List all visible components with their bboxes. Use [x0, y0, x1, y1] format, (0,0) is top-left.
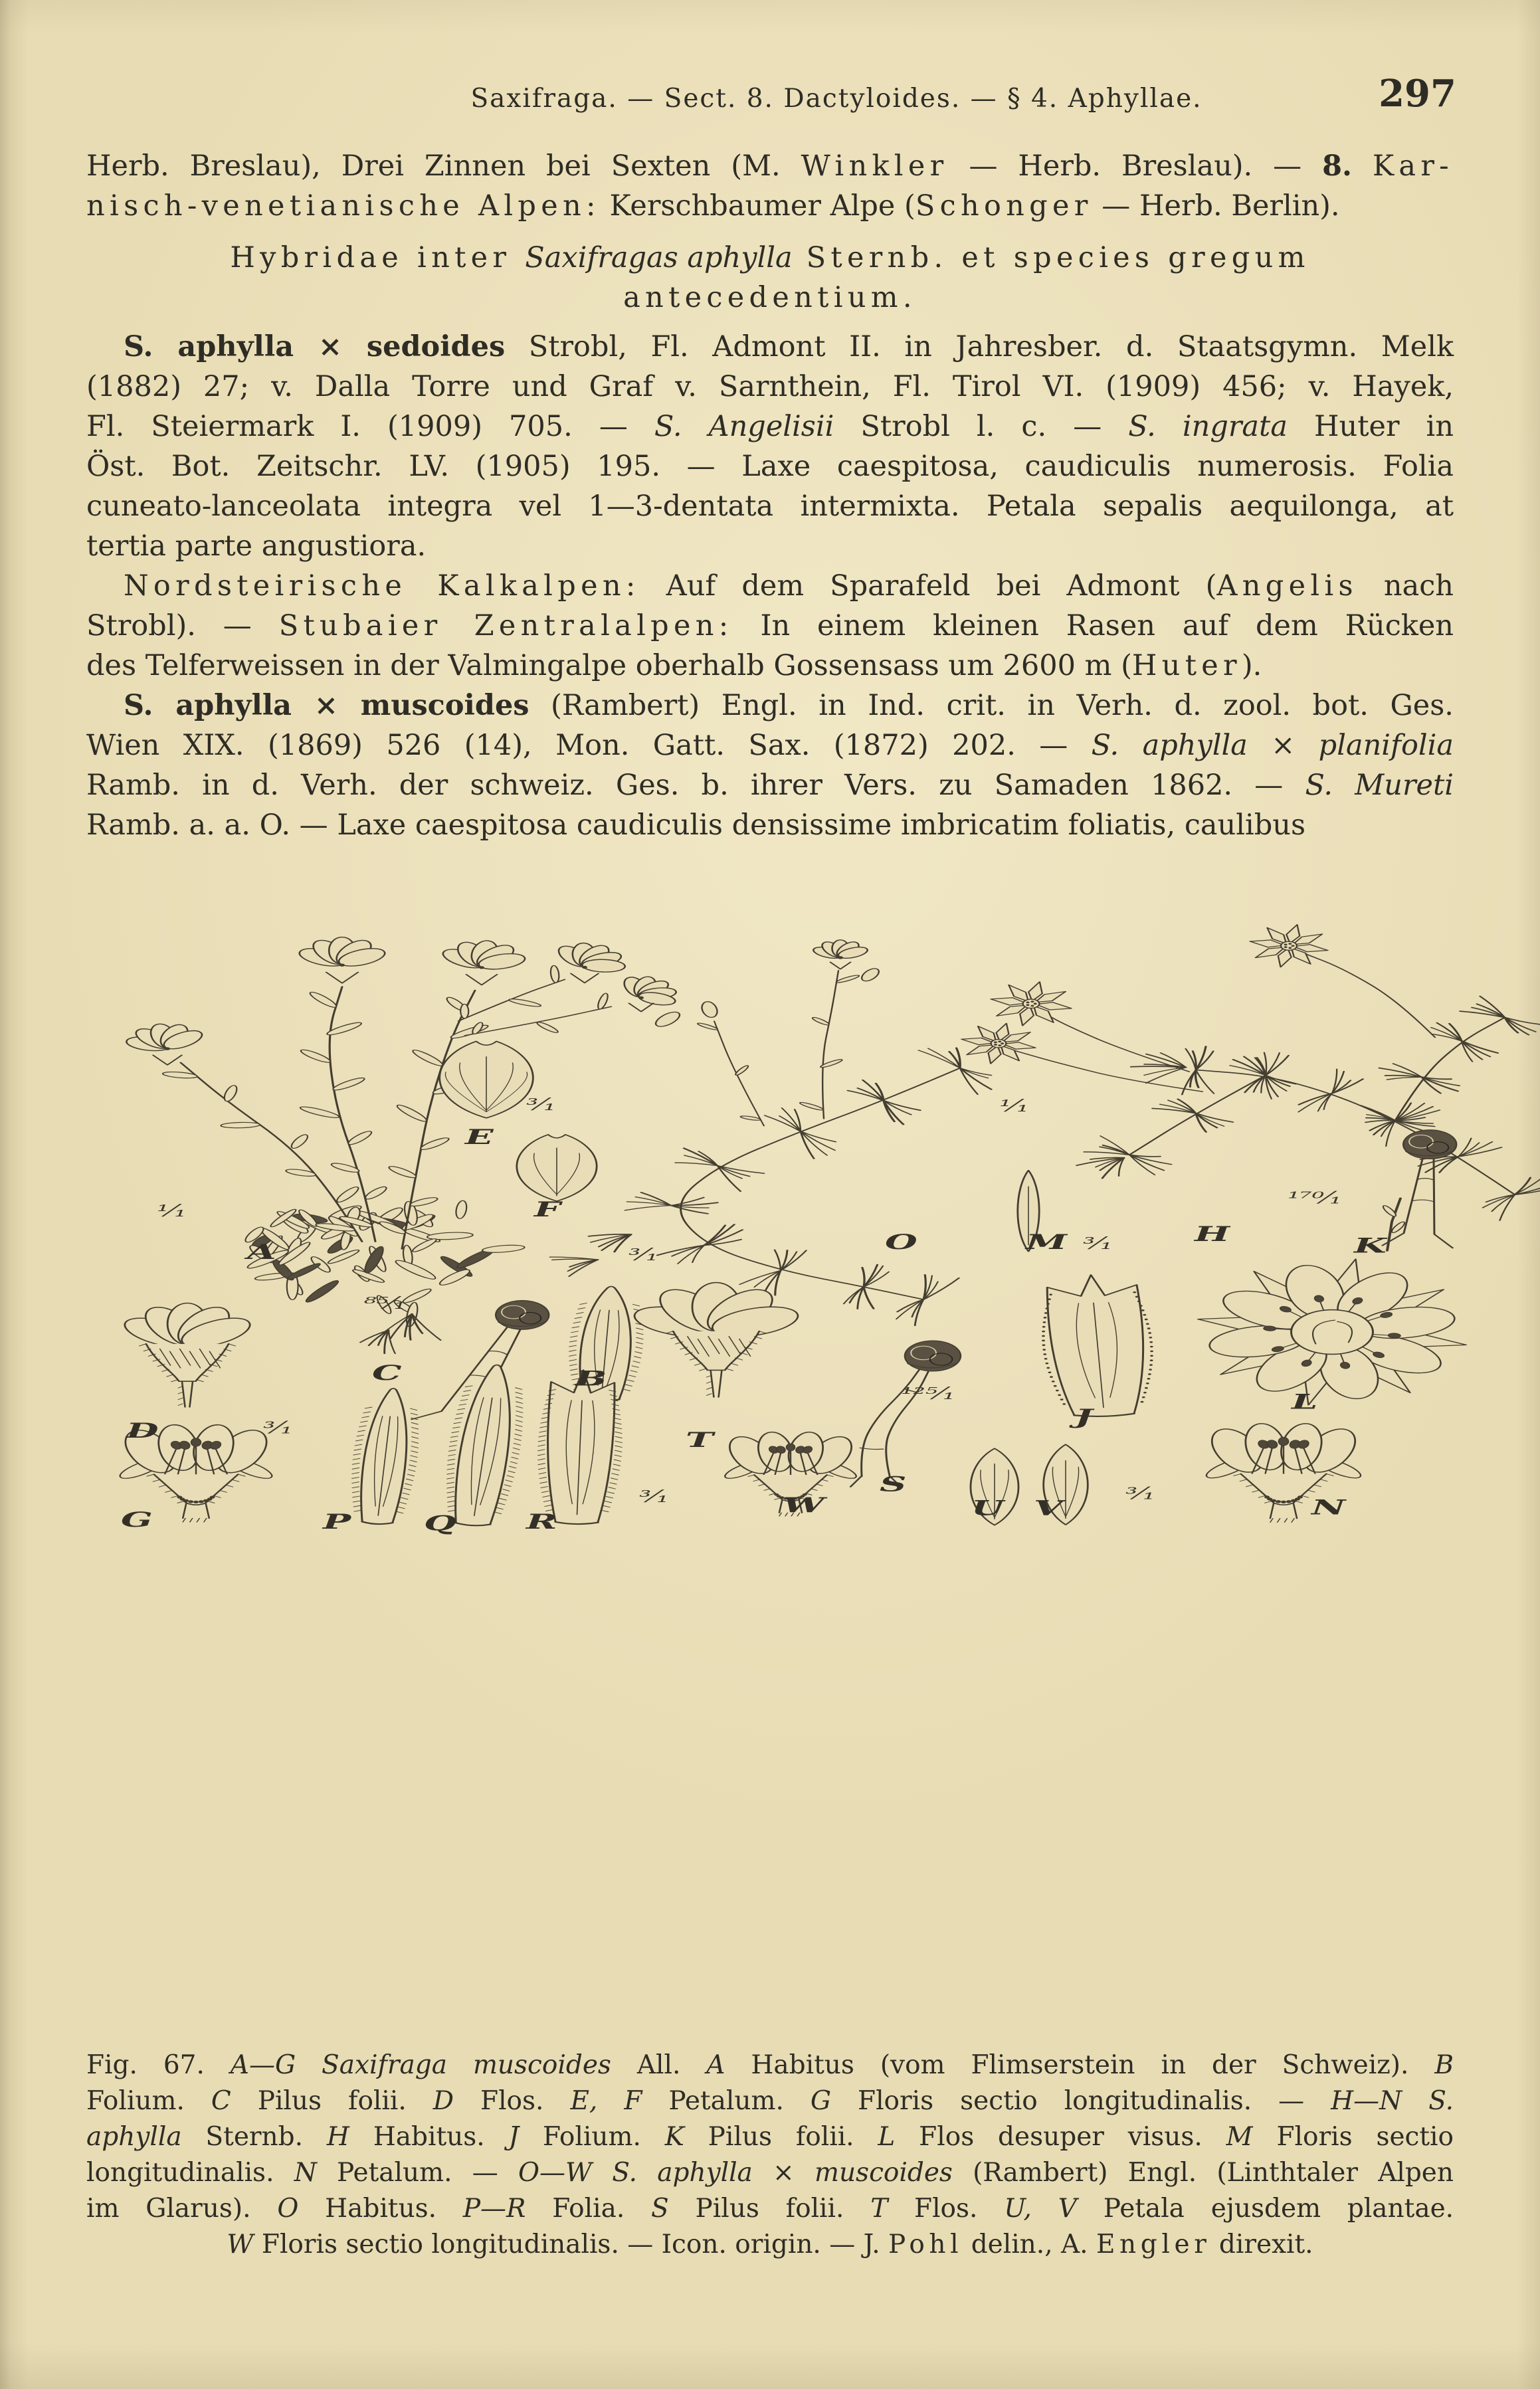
text-line	[86, 2191, 1454, 2227]
text-line	[86, 646, 1454, 686]
text-run: Ramb. a. a. O. — Laxe caespitosa caudiculis densissime imbricatim foliatis, caulibus	[86, 809, 1306, 842]
text-run: W	[227, 2230, 254, 2259]
text-run: A—G Saxifraga muscoides	[230, 2050, 611, 2080]
text-run: Huter	[1131, 649, 1242, 682]
figure-label: C	[372, 1361, 402, 1385]
figure-label: ³⁄₁	[1125, 1483, 1155, 1503]
paragraph	[86, 686, 1454, 845]
text-run: O—W S. aphylla × muscoides	[518, 2158, 953, 2188]
figure-label: L	[1292, 1390, 1318, 1414]
figure-label: T	[686, 1428, 714, 1452]
text-run: Sternb.	[181, 2122, 327, 2152]
figure-label: H	[1195, 1222, 1230, 1246]
text-line	[86, 2227, 1454, 2263]
text-run: im Glarus).	[86, 2194, 278, 2224]
text-run: Fl. Steiermark I. (1909) 705. —	[86, 410, 654, 443]
text-run: — Herb. Berlin).	[1092, 189, 1340, 223]
text-run: Pohl	[888, 2230, 963, 2259]
text-run: des Telferweissen in der Valmingalpe oberhalb Gossensass um 2600 m (	[86, 649, 1132, 682]
figure-label: N	[1311, 1495, 1346, 1519]
text-run: nach	[1357, 569, 1454, 603]
text-run: Ramb. in d. Verh. der schweiz. Ges. b. ihrer Vers. zu Samaden 1862. —	[86, 769, 1305, 802]
text-line	[86, 606, 1454, 646]
text-run: K	[664, 2122, 684, 2152]
text-line	[86, 566, 1454, 606]
text-run: (Rambert) Engl. (Linthtaler Alpen	[952, 2158, 1454, 2188]
text-run: Floris sectio longitudinalis. — Icon. origin. — J.	[253, 2230, 889, 2259]
text-line	[86, 686, 1454, 725]
text-line	[86, 186, 1454, 226]
text-run: Strobl). —	[86, 609, 279, 642]
text-line	[86, 725, 1454, 765]
text-run: Flos desuper visus.	[895, 2122, 1226, 2152]
text-run: H	[326, 2122, 349, 2152]
text-run: cuneato-lanceolata integra vel 1—3-dentata intermixta. Petala sepalis aequilonga, at	[86, 490, 1454, 523]
figure-label: K	[1354, 1233, 1387, 1258]
text-run: Hybridae inter	[230, 241, 526, 274]
text-line	[86, 486, 1454, 526]
text-run: Fig. 67.	[86, 2050, 231, 2080]
text-run: Folium.	[86, 2086, 211, 2116]
text-run: All.	[611, 2050, 707, 2080]
figure-label: R	[526, 1509, 557, 1534]
text-run: Pilus folii.	[668, 2194, 871, 2224]
text-run: U, V	[1004, 2194, 1077, 2224]
text-run: Herb. Breslau), Drei Zinnen bei Sexten (M.	[86, 149, 801, 183]
text-run: Schonger	[915, 189, 1093, 223]
figure-label: E	[465, 1125, 494, 1149]
text-run: S. Mureti	[1305, 769, 1454, 802]
figure-label: V	[1034, 1496, 1063, 1520]
text-run: T	[870, 2194, 888, 2224]
text-run: Petalum.	[642, 2086, 811, 2116]
text-run: N	[294, 2158, 317, 2188]
text-run: ).	[1241, 649, 1262, 682]
text-run: 8.	[1322, 149, 1352, 183]
text-run: Saxifragas aphylla	[525, 241, 793, 274]
text-run: Habitus.	[349, 2122, 509, 2152]
text-run: O	[277, 2194, 299, 2224]
text-run: Petalum. —	[316, 2158, 518, 2188]
figure-label: ¹⁷⁰⁄₁	[1287, 1188, 1342, 1208]
text-run: Strobl, Fl. Admont II. in Jahresber. d. Staatsgymn. Melk	[505, 330, 1454, 363]
figure-label: F	[534, 1197, 561, 1222]
text-run: direxit.	[1210, 2230, 1313, 2259]
text-run: Pilus folii.	[684, 2122, 878, 2152]
text-run: S. aphylla × muscoides	[124, 689, 529, 722]
figure-label: D	[126, 1418, 159, 1443]
text-run: Floris sectio longitudinalis. —	[831, 2086, 1331, 2116]
text-run: Habitus.	[298, 2194, 463, 2224]
text-run: Folia.	[526, 2194, 652, 2224]
page-number: 297	[1379, 72, 1456, 116]
text-line	[86, 526, 1454, 566]
text-run	[1352, 149, 1373, 183]
text-run: longitudinalis.	[86, 2158, 294, 2188]
text-run: Habitus (vom Flimserstein in der Schweiz).	[725, 2050, 1435, 2080]
text-run: Winkler	[801, 149, 949, 183]
text-run: Stubaier Zentralalpen:	[278, 609, 733, 642]
text-run: E, F	[570, 2086, 642, 2116]
text-run: Engler	[1096, 2230, 1211, 2259]
body-text	[86, 146, 1454, 845]
figure-label: ³⁄₁	[526, 1094, 556, 1114]
text-run: J	[508, 2122, 520, 2152]
text-line	[86, 805, 1454, 845]
text-line	[86, 446, 1454, 486]
text-line	[86, 2083, 1454, 2119]
figure	[0, 923, 1540, 2026]
text-line	[86, 2048, 1454, 2083]
text-run: L	[878, 2122, 896, 2152]
figure-label: ¹⁄₁	[999, 1096, 1029, 1116]
text-line	[86, 327, 1454, 367]
text-run: Flos.	[888, 2194, 1005, 2224]
text-run: delin., A.	[963, 2230, 1096, 2259]
text-line	[86, 2155, 1454, 2191]
text-run: nisch-venetianische Alpen:	[86, 189, 601, 223]
text-run: Angelis	[1216, 569, 1358, 603]
figure-label: ¹⁄₁	[157, 1200, 187, 1220]
text-run: antecedentium.	[623, 281, 917, 314]
paragraph	[86, 566, 1454, 686]
text-line	[86, 238, 1454, 278]
figure-label: ³⁄₁	[628, 1245, 658, 1265]
figure-caption	[86, 2048, 1454, 2263]
figure-label: ³⁄₁	[263, 1418, 293, 1438]
figure-label: Q	[424, 1511, 456, 1535]
figure-label: W	[783, 1493, 824, 1517]
text-run: A	[706, 2050, 725, 2080]
text-run: Auf dem Sparafeld bei Admont (	[640, 569, 1217, 603]
paragraph	[86, 146, 1454, 226]
figure-label: J	[1075, 1404, 1093, 1429]
text-run: Strobl l. c. —	[834, 410, 1129, 443]
text-run: Nordsteirische Kalkalpen:	[124, 569, 640, 603]
text-run: In einem kleinen Rasen auf dem Rücken	[733, 609, 1454, 642]
figure-label: P	[323, 1509, 351, 1534]
text-run: (1882) 27; v. Dalla Torre und Graf v. Sarnthein, Fl. Tirol VI. (1909) 456; v. Hayek,	[86, 370, 1454, 403]
text-line	[86, 146, 1454, 186]
text-run: Kar-	[1372, 149, 1454, 183]
section-heading	[86, 238, 1454, 318]
text-run: Wien XIX. (1869) 526 (14), Mon. Gatt. Sax. (1872) 202. —	[86, 729, 1092, 762]
paragraph	[86, 327, 1454, 566]
text-run: Folium.	[519, 2122, 665, 2152]
text-run: — Herb. Breslau). —	[948, 149, 1323, 183]
figure-label: M	[1026, 1230, 1067, 1254]
text-run: P—R	[462, 2194, 526, 2224]
text-run: Kerschbaumer Alpe (	[600, 189, 915, 223]
text-run: M	[1226, 2122, 1253, 2152]
text-run: (Rambert) Engl. in Ind. crit. in Verh. d. zool. bot. Ges.	[529, 689, 1454, 722]
text-run: Huter in	[1287, 410, 1454, 443]
figure-label: G	[121, 1507, 153, 1532]
text-run: Sternb. et species gregum	[792, 241, 1310, 274]
text-run: S. aphylla × sedoides	[124, 330, 506, 363]
text-run: C	[211, 2086, 231, 2116]
figure-illustration	[0, 923, 1540, 2026]
text-run: Öst. Bot. Zeitschr. LV. (1905) 195. — Laxe caespitosa, caudiculis numerosis. Folia	[86, 450, 1454, 483]
running-head: Saxifraga. — Sect. 8. Dactyloides. — § 4. Aphyllae.	[470, 84, 1203, 114]
figure-label: ³⁄₁	[1083, 1233, 1113, 1253]
text-run: Pilus folii.	[231, 2086, 433, 2116]
figure-label: ⁸⁵⁄₁	[364, 1293, 406, 1313]
text-run: S. aphylla × planifolia	[1091, 729, 1454, 762]
text-run: S. Angelisii	[654, 410, 834, 443]
figure-label: ³⁄₁	[638, 1486, 669, 1506]
figure-label: S	[880, 1472, 907, 1496]
text-line	[86, 2119, 1454, 2155]
text-run: S. ingrata	[1128, 410, 1288, 443]
text-line	[86, 765, 1454, 805]
figure-label: U	[971, 1496, 1004, 1520]
text-run: Floris sectio	[1252, 2122, 1454, 2152]
text-line	[86, 367, 1454, 407]
text-run: aphylla	[86, 2122, 182, 2152]
text-run: G	[810, 2086, 832, 2116]
figure-label: ¹²⁵⁄₁	[901, 1384, 955, 1404]
text-line	[86, 407, 1454, 446]
text-run: tertia parte angustiora.	[86, 529, 427, 563]
text-run: Flos.	[454, 2086, 571, 2116]
text-run: B	[1434, 2050, 1454, 2080]
botanical-drawing	[115, 925, 1540, 1526]
figure-label: A	[247, 1240, 276, 1264]
text-run: D	[433, 2086, 454, 2116]
text-line	[86, 278, 1454, 318]
figure-label: B	[575, 1367, 607, 1391]
figure-label: O	[885, 1230, 917, 1254]
text-run: S	[651, 2194, 669, 2224]
text-run: Petala ejusdem plantae.	[1076, 2194, 1454, 2224]
text-run: H—N S.	[1331, 2086, 1454, 2116]
